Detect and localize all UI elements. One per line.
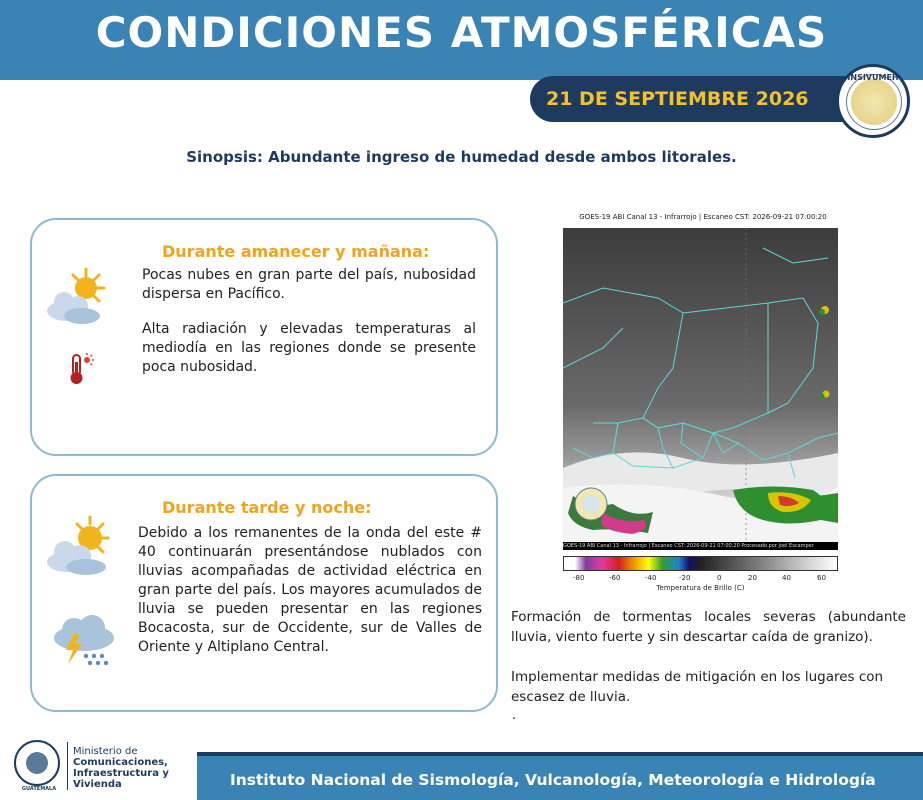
morning-heading: Durante amanecer y mañana: <box>162 242 430 261</box>
partly-cloudy-sun-icon <box>42 266 112 330</box>
satellite-caption: GOES-19 ABI Canal 13 - Infrarrojo | Escaneo CST: 2026-09-21 07:00:20 <box>579 213 827 221</box>
thermometer-hot-icon <box>68 352 94 390</box>
satellite-image <box>563 228 838 550</box>
insivumeh-seal <box>836 64 910 138</box>
ministry-name-4: Vivienda <box>73 779 122 790</box>
guatemala-seal <box>14 740 60 786</box>
colorbar-tick: -60 <box>609 574 621 582</box>
partly-cloudy-sun-icon <box>42 514 116 582</box>
thunderstorm-rain-icon <box>44 614 120 674</box>
seal-emblem <box>26 752 48 774</box>
page-title: CONDICIONES ATMOSFÉRICAS <box>95 8 828 57</box>
ministry-name-2: Comunicaciones, <box>73 757 168 768</box>
ministry-name-3: Infraestructura y <box>73 768 169 779</box>
satellite-stamp: GOES-19 ABI Canal 13 - Infrarrojo | Escaneo CST: 2026-09-21 07:00:20 Procesado por Joel Escamper <box>563 542 838 550</box>
ministry-divider <box>67 742 68 790</box>
evening-heading: Durante tarde y noche: <box>162 498 372 517</box>
morning-text-2: Alta radiación y elevadas temperaturas al mediodía en las regiones donde se presente poca nubosidad. <box>142 321 476 375</box>
trailing-dot: . <box>512 708 517 723</box>
report-date: 21 DE SEPTIEMBRE 2026 <box>546 88 809 110</box>
seal-text: INSIVUMEH <box>847 73 899 82</box>
guatemala-seal-text: GUATEMALA <box>21 786 57 792</box>
colorbar-tick: 0 <box>717 574 722 582</box>
colorbar-tick: 40 <box>782 574 791 582</box>
ministry-name-1: Ministerio de <box>73 746 138 757</box>
colorbar-ticks <box>563 574 838 584</box>
morning-text-1: Pocas nubes en gran parte del país, nubosidad dispersa en Pacífico. <box>142 267 476 302</box>
synopsis: Sinopsis: Abundante ingreso de humedad desde ambos litorales. <box>186 148 737 166</box>
footer-accent-line <box>197 752 923 756</box>
evening-text: Debido a los remanentes de la onda del este # 40 continuarán presentándose nublados con lluvias acompañadas de actividad eléctrica en gran parte del país. Los mayores acumulados de lluvia se pueden presentar en las regiones Bocacosta, sur de Occidente, sur de Valles de Oriente y Altiplano Central. <box>138 525 482 655</box>
institute-name: Instituto Nacional de Sismología, Vulcanología, Meteorología e Hidrología <box>230 771 876 789</box>
colorbar-tick: -40 <box>645 574 657 582</box>
colorbar-tick: -20 <box>679 574 691 582</box>
colorbar-tick: 60 <box>817 574 826 582</box>
colorbar-label: Temperatura de Brillo (C) <box>656 584 745 592</box>
colorbar-tick: -80 <box>573 574 585 582</box>
mitigation-note: Implementar medidas de mitigación en los lugares con escasez de lluvia. <box>511 669 884 705</box>
severe-storms-note: Formación de tormentas locales severas (abundante lluvia, viento fuerte y sin descartar caída de granizo). <box>511 609 906 645</box>
temperature-colorbar <box>563 556 838 571</box>
colorbar-tick: 20 <box>748 574 757 582</box>
seal-emblem <box>846 74 902 130</box>
